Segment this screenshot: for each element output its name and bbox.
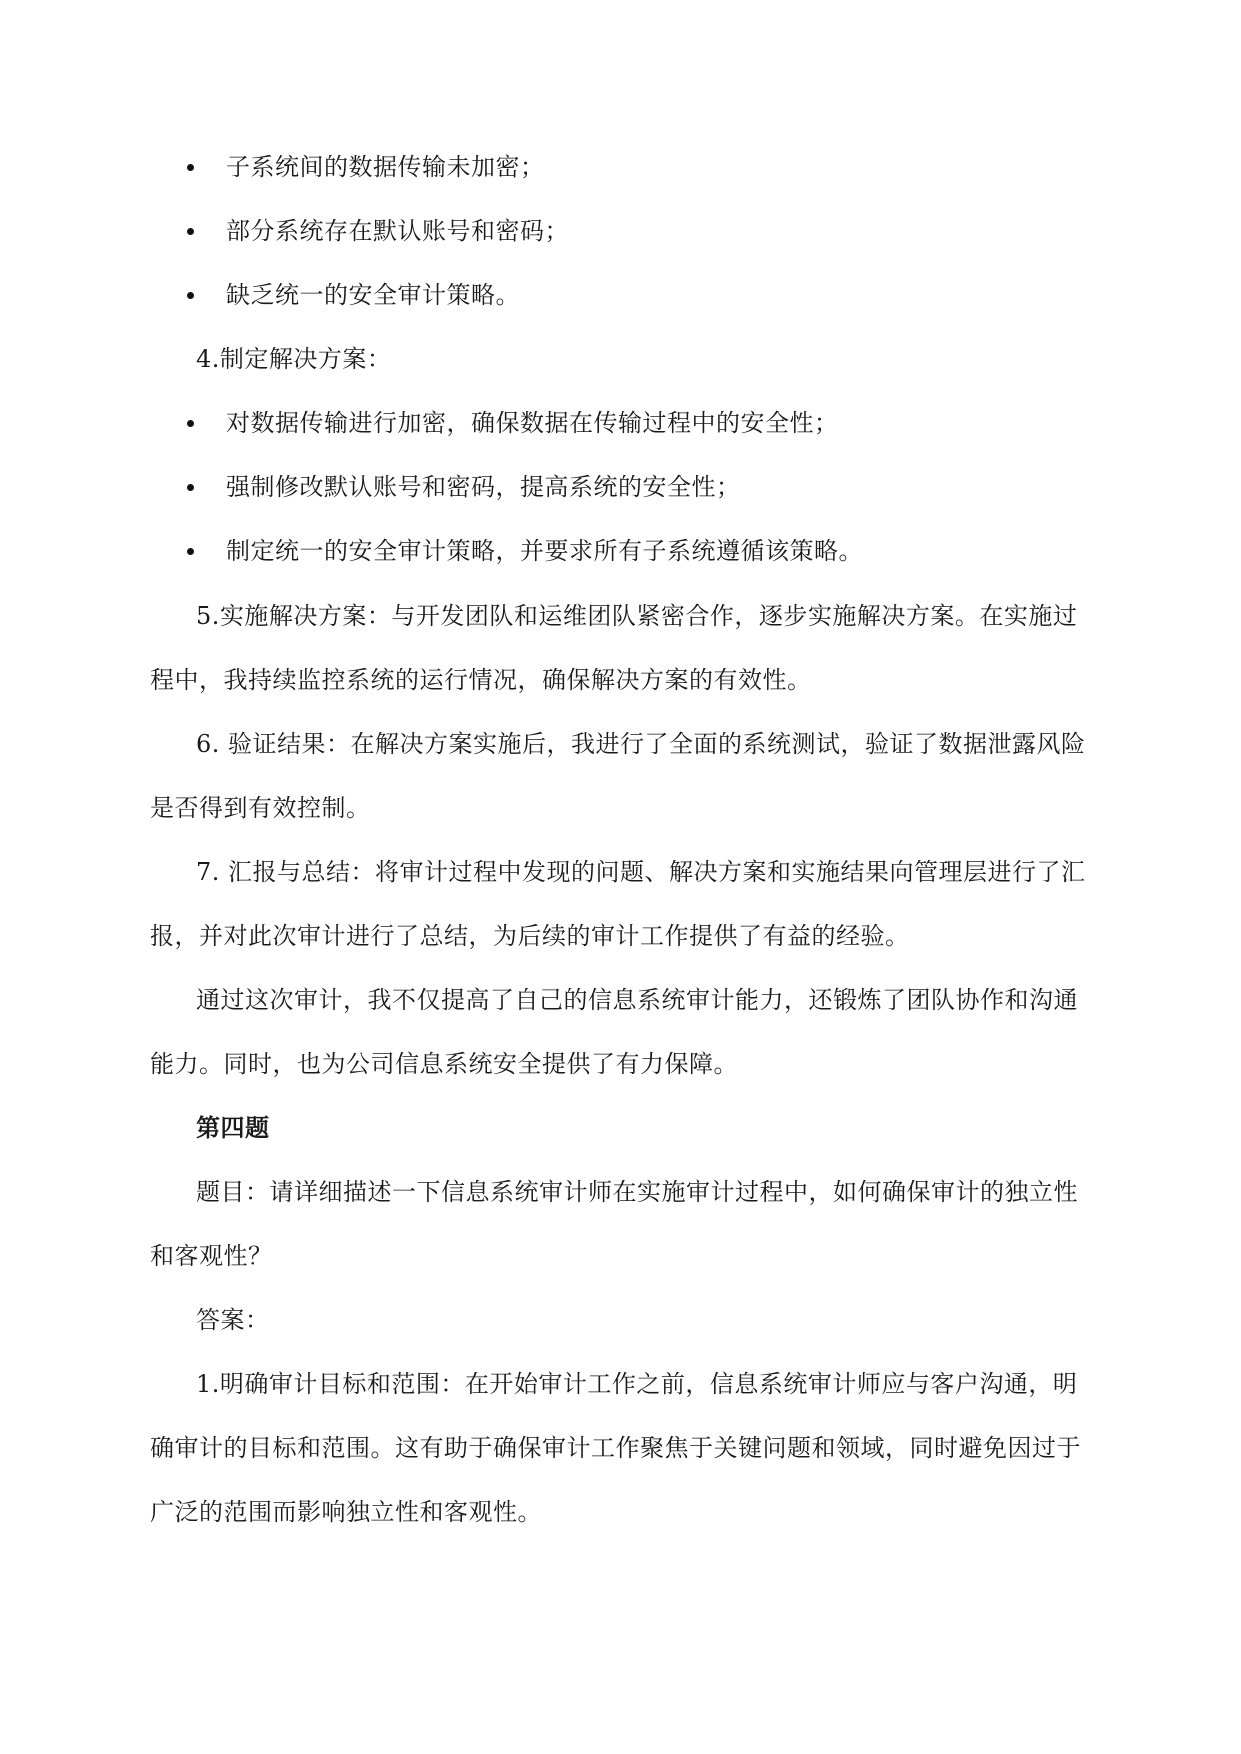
step-title: 4.制定解决方案： [196, 345, 392, 373]
bullet-dot-icon [187, 548, 194, 555]
bullet-dot-icon [187, 484, 194, 491]
paragraph-line: 广泛的范围而影响独立性和客观性。 [150, 1498, 542, 1526]
bullet-dot-icon [187, 292, 194, 299]
list-item: 子系统间的数据传输未加密； [226, 153, 545, 181]
bullet-dot-icon [187, 228, 194, 235]
paragraph-line: 5.实施解决方案：与开发团队和运维团队紧密合作，逐步实施解决方案。在实施过 [196, 602, 1078, 630]
answer-label: 答案： [196, 1306, 270, 1334]
paragraph-line: 6. 验证结果：在解决方案实施后，我进行了全面的系统测试，验证了数据泄露风险 [196, 730, 1086, 758]
paragraph-line: 通过这次审计，我不仅提高了自己的信息系统审计能力，还锻炼了团队协作和沟通 [196, 986, 1078, 1014]
list-item: 对数据传输进行加密，确保数据在传输过程中的安全性； [226, 409, 839, 437]
paragraph-line: 报，并对此次审计进行了总结，为后续的审计工作提供了有益的经验。 [150, 922, 910, 950]
paragraph-line: 确审计的目标和范围。这有助于确保审计工作聚焦于关键问题和领域，同时避免因过于 [150, 1434, 1081, 1462]
paragraph-line: 能力。同时，也为公司信息系统安全提供了有力保障。 [150, 1050, 738, 1078]
paragraph-line: 7. 汇报与总结：将审计过程中发现的问题、解决方案和实施结果向管理层进行了汇 [196, 858, 1086, 886]
list-item: 强制修改默认账号和密码，提高系统的安全性； [226, 473, 741, 501]
list-item: 部分系统存在默认账号和密码； [226, 217, 569, 245]
paragraph-line: 和客观性？ [150, 1242, 273, 1270]
bullet-dot-icon [187, 164, 194, 171]
list-item: 缺乏统一的安全审计策略。 [226, 281, 520, 309]
paragraph-line: 题目：请详细描述一下信息系统审计师在实施审计过程中，如何确保审计的独立性 [196, 1178, 1078, 1206]
section-heading: 第四题 [196, 1114, 270, 1142]
paragraph-line: 程中，我持续监控系统的运行情况，确保解决方案的有效性。 [150, 666, 812, 694]
bullet-dot-icon [187, 420, 194, 427]
paragraph-line: 1.明确审计目标和范围：在开始审计工作之前，信息系统审计师应与客户沟通，明 [196, 1370, 1078, 1398]
list-item: 制定统一的安全审计策略，并要求所有子系统遵循该策略。 [226, 537, 863, 565]
paragraph-line: 是否得到有效控制。 [150, 794, 371, 822]
